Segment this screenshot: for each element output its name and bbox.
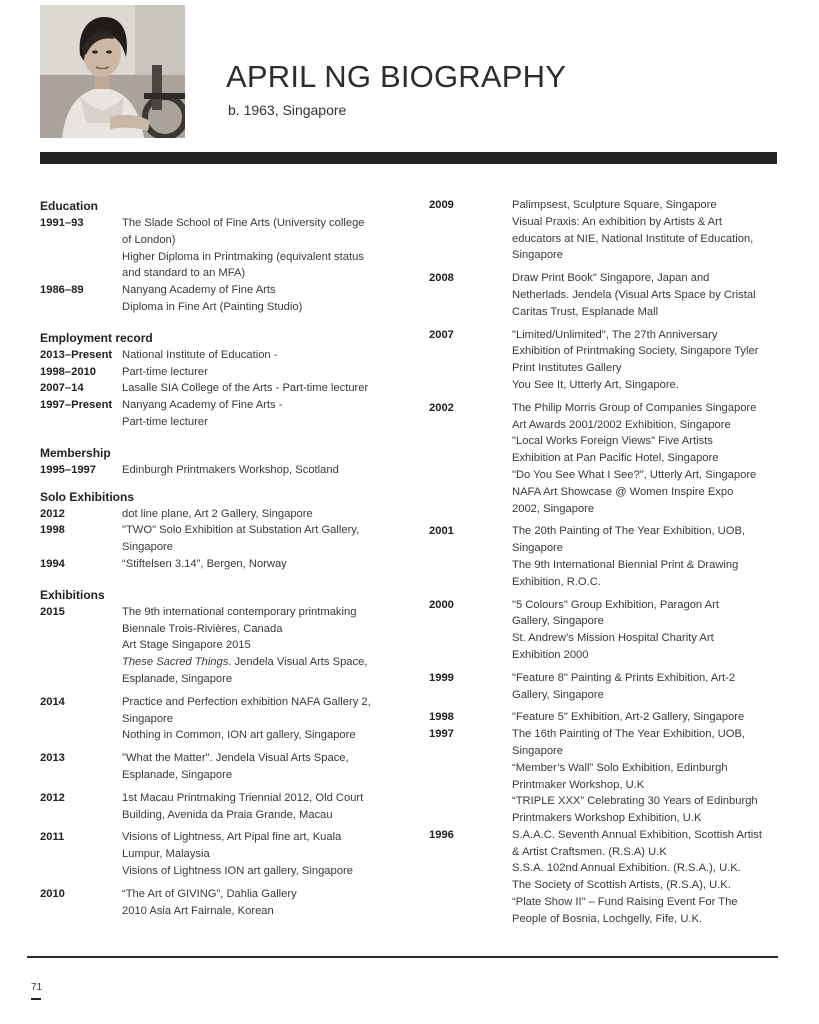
entry-employment-1 — [40, 347, 400, 364]
entry-text: "Local Works Foreign Views" Five Artists — [512, 435, 713, 448]
page-title: APRIL NG BIOGRAPHY — [226, 59, 567, 94]
entry-year: 2012 — [40, 507, 65, 520]
entry-text: Gallery, Singapore — [512, 688, 604, 701]
entry-exhibition-2011 — [40, 829, 400, 879]
entry-text: “Member’s Wall” Solo Exhibition, Edinburgh — [512, 761, 728, 774]
entry-text: “TRIPLE XXX” Celebrating 30 Years of Edinburgh — [512, 795, 758, 808]
entry-text: of London) — [122, 233, 176, 246]
entry-text: Esplanade, Singapore — [122, 768, 233, 781]
entry-text: National Institute of Education - — [122, 348, 278, 361]
entry-text: "Do You See What I See?", Utterly Art, Singapore — [512, 468, 757, 481]
entry-year: 1995–1997 — [40, 463, 96, 476]
section-title-education: Education — [40, 199, 99, 213]
entry-text: "Limited/Unlimited", The 27th Anniversary — [512, 328, 718, 341]
entry-year: 1986–89 — [40, 284, 84, 297]
entry-text: Edinburgh Printmakers Workshop, Scotland — [122, 463, 339, 476]
entry-employment-2 — [40, 364, 400, 381]
entry-year: 2011 — [40, 831, 65, 844]
page-number: 71 — [31, 982, 43, 993]
entry-year: 1994 — [40, 557, 65, 570]
entry-text: 2010 Asia Art Fairnale, Korean — [122, 904, 274, 917]
entry-text: Visions of Lightness, Art Pipal fine art, Kuala — [122, 831, 342, 844]
entry-text: "TWO" Solo Exhibition at Substation Art Gallery, — [122, 524, 360, 537]
section-title-exhibitions: Exhibitions — [40, 587, 105, 602]
entry-text: S.A.A.C. Seventh Annual Exhibition, Scottish Artist — [512, 828, 762, 841]
page-number-underline — [31, 998, 41, 1000]
entry-text: Exhibition 2000 — [512, 648, 589, 661]
entry-text: Biennale Trois-Rivières, Canada — [122, 622, 283, 635]
entry-exhibition-2014 — [40, 694, 400, 744]
section-title-membership: Membership — [40, 445, 111, 460]
entry-text: and standard to an MFA) — [122, 267, 246, 280]
entry-text: The Philip Morris Group of Companies Singapore — [512, 401, 757, 414]
footer-rule — [27, 956, 778, 958]
entry-text: Print Institutes Gallery — [512, 362, 622, 375]
entry-year: 1998 — [40, 524, 65, 537]
entry-text: Lumpur, Malaysia — [122, 848, 210, 861]
entry-exhibition-1998 — [429, 709, 779, 726]
entry-text: Palimpsest, Sculpture Square, Singapore — [512, 199, 717, 211]
entry-text: NAFA Art Showcase @ Women Inspire Expo — [512, 485, 734, 498]
entry-solo-1 — [40, 506, 400, 523]
entry-year: 2002 — [429, 401, 454, 414]
entry-text: . Jendela Visual Arts Space, — [228, 656, 368, 669]
entry-year: 2001 — [429, 525, 454, 538]
entry-text: Art Stage Singapore 2015 — [122, 639, 251, 652]
entry-text: People of Bosnia, Lochgelly, Fife, U.K. — [512, 912, 703, 925]
entry-text: The Slade School of Fine Arts (University college — [122, 217, 365, 229]
entry-education-1 — [40, 215, 400, 282]
entry-text: St. Andrew's Mission Hospital Charity Art — [512, 632, 714, 645]
entry-text: Exhibition of Printmaking Society, Singapore Tyler — [512, 345, 759, 358]
entry-text-mixed — [122, 654, 400, 671]
entry-text: Exhibition, R.O.C. — [512, 575, 601, 588]
entry-membership-1 — [40, 462, 400, 479]
entry-exhibition-2008 — [429, 270, 779, 320]
entry-text: The 16th Painting of The Year Exhibition, UOB, — [512, 728, 746, 741]
entry-exhibition-2013 — [40, 750, 400, 784]
entry-text: The 20th Painting of The Year Exhibition, UOB, — [512, 525, 746, 538]
entry-text: Visual Praxis: An exhibition by Artists & Art — [512, 215, 722, 228]
entry-education-2 — [40, 282, 400, 316]
entry-text: Singapore — [512, 542, 564, 555]
entry-text: The 9th international contemporary printmaking — [122, 605, 357, 618]
entry-text: “Plate Show II” – Fund Raising Event For The — [512, 896, 738, 909]
entry-exhibition-2000 — [429, 597, 779, 664]
entry-text: “Stiftelsen 3.14”, Bergen, Norway — [122, 557, 287, 570]
entry-year: 1997 — [429, 728, 454, 741]
entry-text: Singapore — [122, 712, 174, 725]
entry-text: "Feature 8" Painting & Prints Exhibition, Art-2 — [512, 671, 736, 684]
entry-text: educators at NIE, National Institute of Education, — [512, 232, 754, 245]
entry-year: 2007 — [429, 328, 454, 341]
birth-info: b. 1963, Singapore — [228, 102, 347, 118]
entry-text: Nanyang Academy of Fine Arts - — [122, 399, 283, 412]
entry-year: 1991–93 — [40, 217, 84, 229]
entry-text: The Society of Scottish Artists, (R.S.A), U.K. — [512, 879, 731, 892]
entry-text: Esplanade, Singapore — [122, 672, 233, 685]
entry-text: You See It, Utterly Art, Singapore. — [512, 378, 679, 391]
entry-employment-4 — [40, 397, 400, 431]
header-divider-bar — [40, 152, 777, 164]
section-title-solo-exhibitions: Solo Exhibitions — [40, 489, 135, 504]
entry-text: Caritas Trust, Esplanade Mall — [512, 305, 659, 318]
entry-text: Lasalle SIA College of the Arts - Part-time lecturer — [122, 382, 369, 395]
entry-text: Singapore — [122, 541, 174, 554]
entry-text: Building, Avenida da Praia Grande, Macau — [122, 808, 333, 821]
exhibition-italic-title: These Sacred Things — [122, 656, 229, 669]
entry-exhibition-2010 — [40, 886, 400, 920]
entry-text: Part-time lecturer — [122, 415, 208, 428]
entry-year: 2013–Present — [40, 348, 113, 361]
entry-year: 2007–14 — [40, 382, 84, 395]
entry-text: “The Art of GIVING”, Dahlia Gallery — [122, 887, 297, 900]
entry-text: Printmakers Workshop Exhibition, U.K — [512, 812, 702, 825]
entry-year: 2013 — [40, 752, 65, 765]
entry-year: 2015 — [40, 605, 65, 618]
entry-exhibition-2009 — [429, 197, 779, 264]
entry-exhibition-2007 — [429, 327, 779, 394]
entry-solo-2 — [40, 522, 400, 556]
entry-text: Practice and Perfection exhibition NAFA Gallery 2, — [122, 695, 371, 708]
entry-text: Part-time lecturer — [122, 365, 208, 378]
entry-text: Draw Print Book" Singapore, Japan and — [512, 272, 710, 285]
entry-year: 2010 — [40, 887, 65, 900]
entry-year: 1998–2010 — [40, 365, 96, 378]
entry-text: Exhibition at Pan Pacific Hotel, Singapore — [512, 452, 719, 465]
entry-text: Diploma in Fine Art (Painting Studio) — [122, 300, 303, 313]
entry-text: Netherlads. Jendela (Visual Arts Space by Cristal — [512, 288, 756, 301]
portrait-illustration — [40, 5, 185, 138]
entry-year: 2008 — [429, 272, 454, 285]
entry-text: "5 Colours" Group Exhibition, Paragon Art — [512, 598, 719, 611]
entry-exhibition-2012 — [40, 790, 400, 824]
entry-employment-3 — [40, 380, 400, 397]
section-title-employment: Employment record — [40, 330, 153, 345]
entry-text: Singapore — [512, 744, 564, 757]
entry-text: Art Awards 2001/2002 Exhibition, Singapore — [512, 418, 731, 431]
entry-exhibition-1996 — [429, 827, 779, 928]
entry-year: 2000 — [429, 598, 454, 611]
artist-portrait-photo — [40, 5, 185, 138]
entry-exhibition-2002 — [429, 400, 779, 518]
entry-text: Visions of Lightness ION art gallery, Singapore — [122, 864, 353, 877]
entry-exhibition-1999 — [429, 670, 779, 704]
left-column — [40, 197, 400, 919]
entry-text: dot line plane, Art 2 Gallery, Singapore — [122, 507, 313, 520]
right-column — [429, 197, 779, 928]
entry-exhibition-2015 — [40, 604, 400, 688]
entry-year: 2014 — [40, 695, 65, 708]
entry-text: 2002, Singapore — [512, 502, 595, 515]
entry-text: Nanyang Academy of Fine Arts — [122, 284, 276, 297]
entry-year: 1996 — [429, 828, 454, 841]
entry-text: "What the Matter". Jendela Visual Arts Space, — [122, 752, 349, 765]
entry-text: Gallery, Singapore — [512, 615, 604, 628]
entry-exhibition-1997 — [429, 726, 779, 827]
entry-text: S.S.A. 102nd Annual Exhibition. (R.S.A.), U.K. — [512, 862, 741, 875]
entry-text: Singapore — [512, 249, 564, 262]
entry-exhibition-2001 — [429, 523, 779, 590]
entry-year: 1999 — [429, 671, 454, 684]
entry-solo-3 — [40, 556, 400, 573]
entry-text: "Feature 5" Exhibition, Art-2 Gallery, Singapore — [512, 711, 745, 724]
entry-text: 1st Macau Printmaking Triennial 2012, Old Court — [122, 791, 364, 804]
entry-year: 2012 — [40, 791, 65, 804]
entry-year: 2009 — [429, 199, 454, 211]
entry-year: 1997–Present — [40, 399, 113, 412]
entry-text: & Artist Craftsmen. (R.S.A) U.K — [512, 845, 667, 858]
entry-text: Nothing in Common, ION art gallery, Singapore — [122, 729, 356, 742]
entry-text: Printmaker Workshop, U.K — [512, 778, 645, 791]
entry-year: 1998 — [429, 711, 454, 724]
entry-text: The 9th International Biennial Print & Drawing — [512, 558, 739, 571]
entry-text: Higher Diploma in Printmaking (equivalent status — [122, 250, 364, 263]
